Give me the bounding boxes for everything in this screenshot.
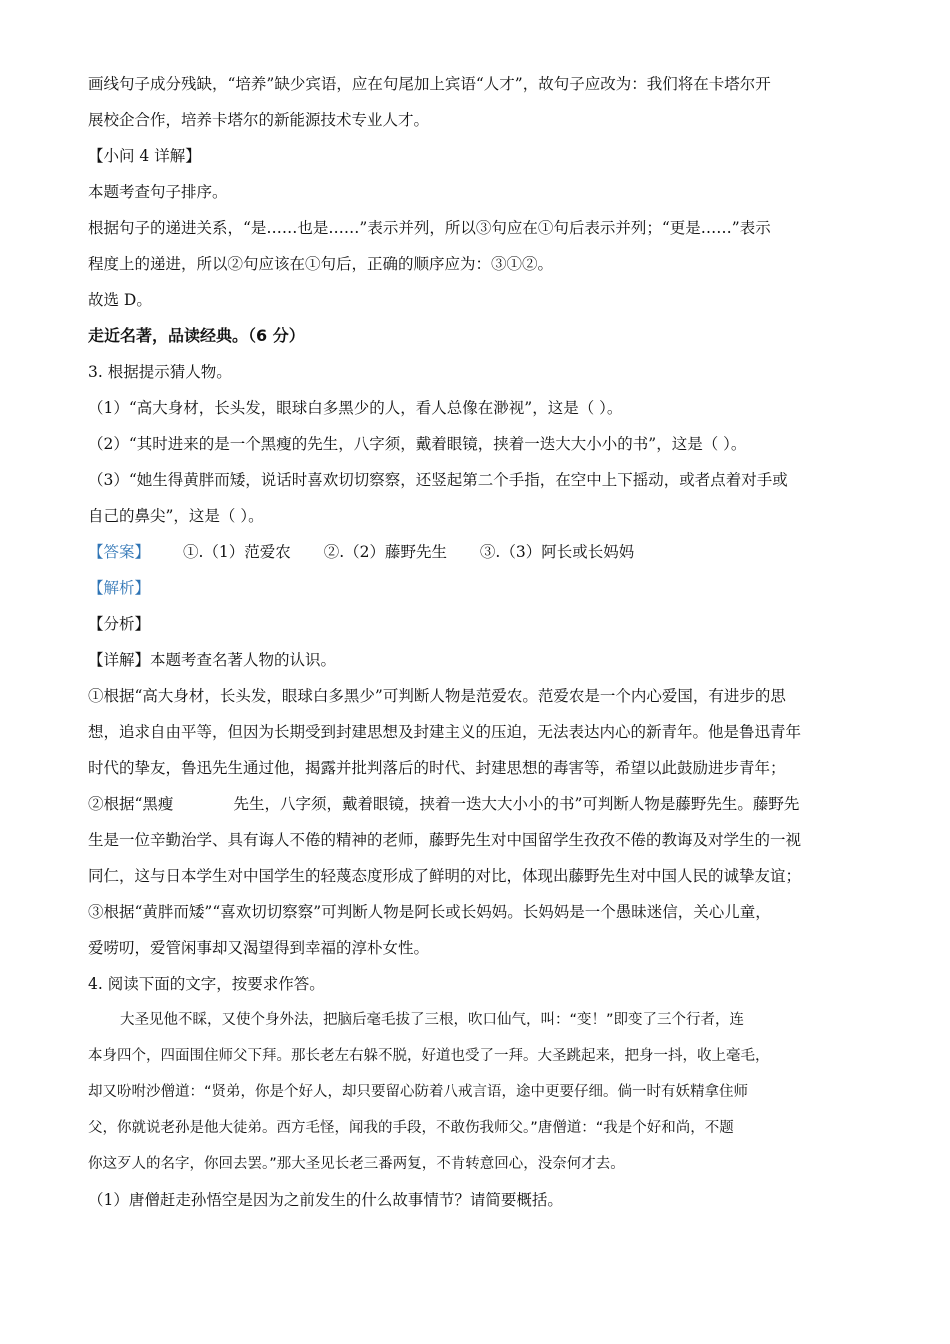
text-line: 爱唠叨，爱管闲事却又渴望得到幸福的淳朴女性。 — [88, 939, 430, 957]
answer-2: ②.（2）藤野先生 — [323, 543, 447, 561]
answer-label: 【答案】 — [88, 543, 151, 561]
text-span: 先生，八字须，戴着眼镜，挟着一迭大大小小的书”可判断人物是藤野先生。藤野先 — [233, 795, 800, 813]
question-4-item-1: （1）唐僧赶走孙悟空是因为之前发生的什么故事情节？请简要概括。 — [88, 1191, 563, 1209]
text-line: 程度上的递进，所以②句应该在①句后，正确的顺序应为：③①②。 — [88, 255, 554, 273]
detail-line: 【详解】本题考查名著人物的认识。 — [88, 651, 337, 669]
question-4: 4. 阅读下面的文字，按要求作答。 — [88, 975, 325, 993]
subquestion-heading: 【小问 4 详解】 — [88, 147, 201, 165]
fenxi-label: 【分析】 — [88, 615, 151, 633]
passage-line: 你这歹人的名字，你回去罢。”那大圣见长老三番两复，不肯转意回心，没奈何才去。 — [88, 1156, 625, 1172]
passage-line: 却又吩咐沙僧道：“贤弟，你是个好人，却只要留心防着八戒言语，途中更要仔细。倘一时有妖精拿住师 — [88, 1084, 749, 1100]
analysis-label: 【解析】 — [88, 579, 151, 597]
text-line: 想，追求自由平等，但因为长期受到封建思想及封建主义的压迫，无法表达内心的新青年。他是鲁迅青年 — [88, 723, 802, 741]
answer-line — [88, 534, 868, 570]
answer-1: ①.（1）范爱农 — [182, 543, 291, 561]
question-3-item-3: （3）“她生得黄胖而矮，说话时喜欢切切察察，还竖起第二个手指，在空中上下摇动，或者点着对手或 — [88, 471, 788, 489]
text-line: 生是一位辛勤治学、具有诲人不倦的精神的老师，藤野先生对中国留学生孜孜不倦的教诲及对学生的一视 — [88, 831, 802, 849]
text-line: ③根据“黄胖而矮”“喜欢切切察察”可判断人物是阿长或长妈妈。长妈妈是一个愚昧迷信，关心儿童， — [88, 903, 771, 921]
question-3-item-1: （1）“高大身材，长头发，眼球白多黑少的人，看人总像在渺视”，这是（ ）。 — [88, 399, 623, 417]
question-3-item-2: （2）“其时进来的是一个黑瘦的先生，八字须，戴着眼镜，挟着一迭大大小小的书”，这是（ ）。 — [88, 435, 747, 453]
document-page — [88, 66, 868, 1218]
answer-3: ③.（3）阿长或长妈妈 — [479, 543, 635, 561]
text-line: 根据句子的递进关系，“是……也是……”表示并列，所以③句应在①句后表示并列；“更是……”表示 — [88, 219, 771, 237]
passage-line: 大圣见他不睬，又使个身外法，把脑后毫毛拔了三根，吹口仙气，叫：“变！”即变了三个行者，连 — [120, 1012, 745, 1028]
text-line: 本题考查句子排序。 — [88, 183, 228, 201]
text-line — [88, 786, 868, 822]
text-line: 故选 D。 — [88, 291, 152, 309]
section-title: 走近名著，品读经典。（6 分） — [88, 326, 305, 345]
question-3-item-3-cont: 自己的鼻尖”，这是（ ）。 — [88, 507, 264, 525]
question-3: 3. 根据提示猜人物。 — [88, 363, 232, 381]
reading-passage — [88, 1002, 868, 1182]
passage-line: 本身四个，四面围住师父下拜。那长老左右躲不脱，好道也受了一拜。大圣跳起来，把身一抖，收上毫毛， — [88, 1048, 770, 1064]
text-span: ②根据“黑瘦 — [88, 795, 174, 813]
passage-line: 父，你就说老孙是他大徒弟。西方毛怪，闻我的手段，不敢伤我师父。”唐僧道：“我是个好和尚，不题 — [88, 1120, 734, 1136]
text-line: 同仁，这与日本学生对中国学生的轻蔑态度形成了鲜明的对比，体现出藤野先生对中国人民的诚挚友谊； — [88, 867, 802, 885]
text-line: 画线句子成分残缺，“培养”缺少宾语，应在句尾加上宾语“人才”，故句子应改为：我们将在卡塔尔开 — [88, 75, 771, 93]
text-line: 展校企合作，培养卡塔尔的新能源技术专业人才。 — [88, 111, 430, 129]
text-line: 时代的挚友，鲁迅先生通过他，揭露并批判落后的时代、封建思想的毒害等，希望以此鼓励进步青年； — [88, 759, 786, 777]
text-line: ①根据“高大身材，长头发，眼球白多黑少”可判断人物是范爱农。范爱农是一个内心爱国，有进步的思 — [88, 687, 786, 705]
